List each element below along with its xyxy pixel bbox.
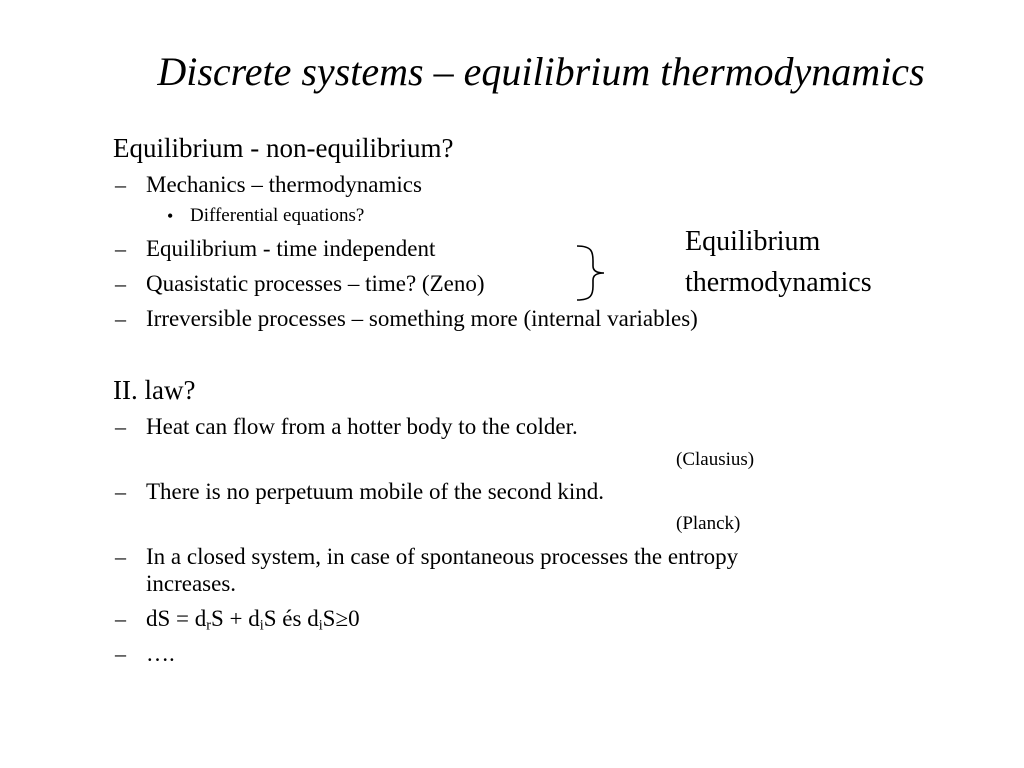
- side-note-line-1: Equilibrium: [685, 226, 821, 257]
- formula-subscript: r: [206, 617, 212, 634]
- list-item-closed-system: In a closed system, in case of spontaneous processes the entropy: [146, 544, 739, 569]
- dash-bullet: –: [115, 544, 126, 569]
- dash-bullet: –: [115, 606, 126, 631]
- attribution-clausius: (Clausius): [676, 449, 755, 470]
- attribution-planck: (Planck): [676, 513, 741, 534]
- dash-bullet: –: [115, 641, 126, 666]
- dash-bullet: –: [115, 479, 126, 504]
- formula-part: S≥0: [322, 606, 360, 631]
- entropy-formula: [146, 605, 360, 633]
- list-item-irreversible: Irreversible processes – something more (internal variables): [146, 306, 698, 331]
- list-item-equilibrium-time: Equilibrium - time independent: [146, 236, 436, 261]
- dash-bullet: –: [115, 236, 126, 261]
- section-heading-second-law: II. law?: [113, 375, 196, 405]
- formula-part: S és d: [263, 606, 319, 631]
- list-item-heat-flow: Heat can flow from a hotter body to the colder.: [146, 414, 578, 439]
- dash-bullet: –: [115, 306, 126, 331]
- formula-subscript: i: [318, 617, 323, 634]
- dash-bullet: –: [115, 172, 126, 197]
- formula-subscript: i: [259, 617, 264, 634]
- list-item-quasistatic: Quasistatic processes – time? (Zeno): [146, 271, 485, 296]
- side-note-line-2: thermodynamics: [685, 267, 872, 298]
- right-brace-icon: [574, 243, 614, 303]
- list-item-perpetuum-mobile: There is no perpetuum mobile of the second kind.: [146, 479, 604, 504]
- formula-part: dS = d: [146, 606, 207, 631]
- formula-part: S + d: [211, 606, 260, 631]
- section-heading-equilibrium: Equilibrium - non-equilibrium?: [113, 133, 454, 163]
- list-item-ellipsis: ….: [146, 641, 175, 666]
- list-item-mechanics: Mechanics – thermodynamics: [146, 172, 422, 197]
- dash-bullet: –: [115, 271, 126, 296]
- dot-bullet: •: [167, 206, 174, 226]
- slide-title: Discrete systems – equilibrium thermodynamics: [157, 49, 925, 94]
- list-item-closed-system-continuation: increases.: [146, 571, 237, 596]
- dash-bullet: –: [115, 414, 126, 439]
- sub-item-differential-equations: Differential equations?: [190, 205, 365, 226]
